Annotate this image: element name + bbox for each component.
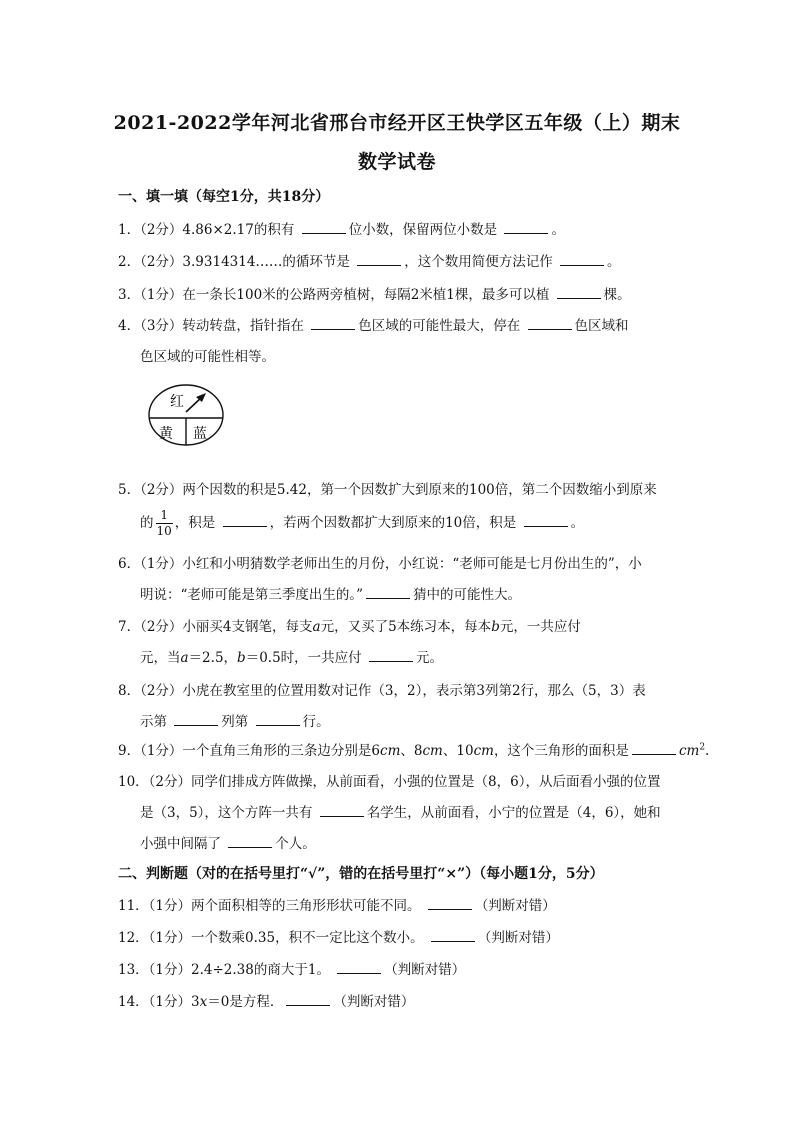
q8-text-b: 示第 bbox=[140, 714, 172, 730]
q10-text-d: 小强中间隔了 bbox=[140, 836, 226, 852]
question-6 bbox=[118, 552, 642, 572]
q7-text-b: 元，又买了5本练习本，每本 bbox=[320, 619, 492, 635]
answer-blank[interactable] bbox=[223, 514, 267, 527]
q8-text-c: 列第 bbox=[221, 714, 253, 730]
q7-text-g: 元。 bbox=[415, 650, 443, 666]
variable-b: b bbox=[491, 619, 500, 635]
question-5 bbox=[118, 478, 657, 498]
variable-b: b bbox=[237, 650, 246, 666]
question-2 bbox=[118, 250, 621, 270]
q7-text-a: 7．（2分）小丽买4支钢笔，每支 bbox=[118, 619, 313, 635]
answer-blank[interactable] bbox=[560, 253, 604, 266]
unit-cm: cm bbox=[678, 743, 700, 759]
question-4-cont bbox=[140, 345, 275, 365]
q13-text-a: 13．（1分）2.4÷2.38的商大于1。 bbox=[118, 962, 335, 978]
fraction-one-tenth bbox=[156, 508, 173, 539]
answer-blank[interactable] bbox=[428, 897, 472, 910]
answer-blank[interactable] bbox=[174, 713, 218, 726]
fraction-denominator: 10 bbox=[156, 524, 172, 538]
question-12 bbox=[118, 926, 559, 946]
q10-text-b: 是（3，5），这个方阵一共有 bbox=[140, 805, 317, 821]
unit-cm: cm bbox=[422, 743, 443, 759]
q10-text-a: 10．（2分）同学们排成方阵做操，从前面看，小强的位置是（8，6），从后面看小强的位置 bbox=[118, 774, 661, 790]
question-10 bbox=[118, 770, 660, 790]
question-11 bbox=[118, 894, 556, 914]
q9-text-d: ，这个三角形的面积是 bbox=[493, 743, 629, 759]
variable-a: a bbox=[312, 619, 321, 635]
q7-text-c: 元，一共应付 bbox=[499, 619, 581, 635]
spinner-label-red: 红 bbox=[170, 394, 184, 410]
q2-text-b: ，这个数用简便方法记作 bbox=[404, 254, 558, 270]
answer-blank[interactable] bbox=[369, 649, 413, 662]
q6-text-a: 6．（1分）小红和小明猜数学老师出生的月份，小红说：“老师可能是七月份出生的”，小 bbox=[118, 556, 642, 572]
question-7 bbox=[118, 615, 581, 635]
question-5-cont bbox=[140, 508, 584, 539]
page-title-line1: 2021-2022学年河北省邢台市经开区王快学区五年级（上）期末 bbox=[113, 112, 681, 134]
q13-text-b: （判断对错） bbox=[384, 962, 466, 978]
variable-a: a bbox=[180, 650, 189, 666]
q4-text-b: 色区域的可能性最大，停在 bbox=[358, 318, 525, 334]
answer-blank[interactable] bbox=[311, 317, 355, 330]
unit-cm: cm bbox=[473, 743, 494, 759]
fraction-numerator: 1 bbox=[156, 508, 173, 524]
question-13 bbox=[118, 958, 465, 978]
answer-blank[interactable] bbox=[524, 514, 568, 527]
question-1 bbox=[118, 218, 565, 238]
q12-text-a: 12．（1分）一个数乘0.35，积不一定比这个数小。 bbox=[118, 930, 428, 946]
answer-blank[interactable] bbox=[302, 221, 346, 234]
question-8-cont bbox=[140, 710, 330, 730]
answer-blank[interactable] bbox=[557, 286, 601, 299]
answer-blank[interactable] bbox=[528, 317, 572, 330]
q6-text-c: 猜中的可能性大。 bbox=[413, 587, 522, 603]
q3-text-b: 棵。 bbox=[603, 287, 631, 303]
q3-text-a: 3．（1分）在一条长100米的公路两旁植树，每隔2米植1棵，最多可以植 bbox=[118, 287, 554, 303]
q1-text-c: 。 bbox=[551, 222, 565, 238]
q7-text-f: ＝0.5时，一共应付 bbox=[245, 650, 366, 666]
question-8 bbox=[118, 679, 646, 699]
q14-text-c: （判断对错） bbox=[333, 994, 415, 1010]
q4-text-c: 色区域和 bbox=[574, 318, 629, 334]
q11-text-a: 11．（1分）两个面积相等的三角形形状可能不同。 bbox=[118, 898, 425, 914]
question-10-cont1 bbox=[140, 801, 661, 821]
q4-text-d: 色区域的可能性相等。 bbox=[140, 349, 275, 365]
q5-text-d: ，若两个因数都扩大到原来的10倍，积是 bbox=[269, 515, 521, 531]
q2-text-c: 。 bbox=[607, 254, 621, 270]
q5-text-c: ，积是 bbox=[174, 515, 220, 531]
answer-blank[interactable] bbox=[357, 253, 401, 266]
question-10-cont2 bbox=[140, 832, 316, 852]
question-14 bbox=[118, 990, 414, 1010]
answer-blank[interactable] bbox=[256, 713, 300, 726]
section2-heading: 二、判断题（对的在括号里打“√”，错的在括号里打“×”）（每小题1分，5分） bbox=[118, 866, 604, 882]
q14-text-a: 14．（1分）3 bbox=[118, 994, 200, 1010]
q2-text-a: 2．（2分）3.9314314……的循环节是 bbox=[118, 254, 355, 270]
q6-text-b: 明说：“老师可能是第三季度出生的。” bbox=[140, 587, 364, 603]
q9-text-b: 、8 bbox=[400, 743, 423, 759]
q5-text-e: 。 bbox=[570, 515, 585, 531]
q14-text-b: ＝0是方程． bbox=[207, 994, 284, 1010]
page-title-line2: 数学试卷 bbox=[357, 151, 436, 173]
q9-text-e: . bbox=[705, 743, 710, 759]
q10-text-e: 个人。 bbox=[275, 836, 316, 852]
q1-text-a: 1．（2分）4.86×2.17的积有 bbox=[118, 222, 299, 238]
section1-heading: 一、填一填（每空1分，共18分） bbox=[118, 189, 330, 205]
spinner-label-yellow: 黄 bbox=[159, 426, 173, 442]
q10-text-c: 名学生，从前面看，小宁的位置是（4，6），她和 bbox=[366, 805, 661, 821]
spinner-figure bbox=[146, 382, 228, 448]
q5-text-a: 5．（2分）两个因数的积是5.42，第一个因数扩大到原来的100倍，第二个因数缩小到原来 bbox=[118, 482, 657, 498]
q11-text-b: （判断对错） bbox=[474, 898, 556, 914]
question-4 bbox=[118, 314, 629, 334]
q5-text-b: 的 bbox=[140, 515, 154, 531]
q9-text-c: 、10 bbox=[442, 743, 474, 759]
unit-cm: cm bbox=[380, 743, 401, 759]
q8-text-d: 行。 bbox=[302, 714, 330, 730]
question-6-cont bbox=[140, 583, 521, 603]
answer-blank[interactable] bbox=[431, 929, 475, 942]
answer-blank[interactable] bbox=[632, 742, 676, 755]
answer-blank[interactable] bbox=[228, 835, 272, 848]
q1-text-b: 位小数，保留两位小数是 bbox=[348, 222, 502, 238]
q9-text-a: 9．（1分）一个直角三角形的三条边分别是6 bbox=[118, 743, 381, 759]
answer-blank[interactable] bbox=[286, 993, 330, 1006]
answer-blank[interactable] bbox=[337, 961, 381, 974]
answer-blank[interactable] bbox=[320, 804, 364, 817]
question-3 bbox=[118, 283, 631, 303]
answer-blank[interactable] bbox=[504, 221, 548, 234]
question-7-cont bbox=[140, 646, 443, 666]
q4-text-a: 4．（3分）转动转盘，指针指在 bbox=[118, 318, 309, 334]
variable-x: x bbox=[199, 994, 208, 1010]
q12-text-b: （判断对错） bbox=[477, 930, 559, 946]
q8-text-a: 8．（2分）小虎在教室里的位置用数对记作（3，2），表示第3列第2行，那么（5，3）表 bbox=[118, 683, 646, 699]
spinner-label-blue: 蓝 bbox=[193, 426, 207, 442]
answer-blank[interactable] bbox=[366, 586, 410, 599]
q7-text-d: 元，当 bbox=[140, 650, 181, 666]
superscript-2: 2 bbox=[699, 742, 706, 753]
question-9 bbox=[118, 739, 709, 759]
q7-text-e: ＝2.5， bbox=[188, 650, 238, 666]
